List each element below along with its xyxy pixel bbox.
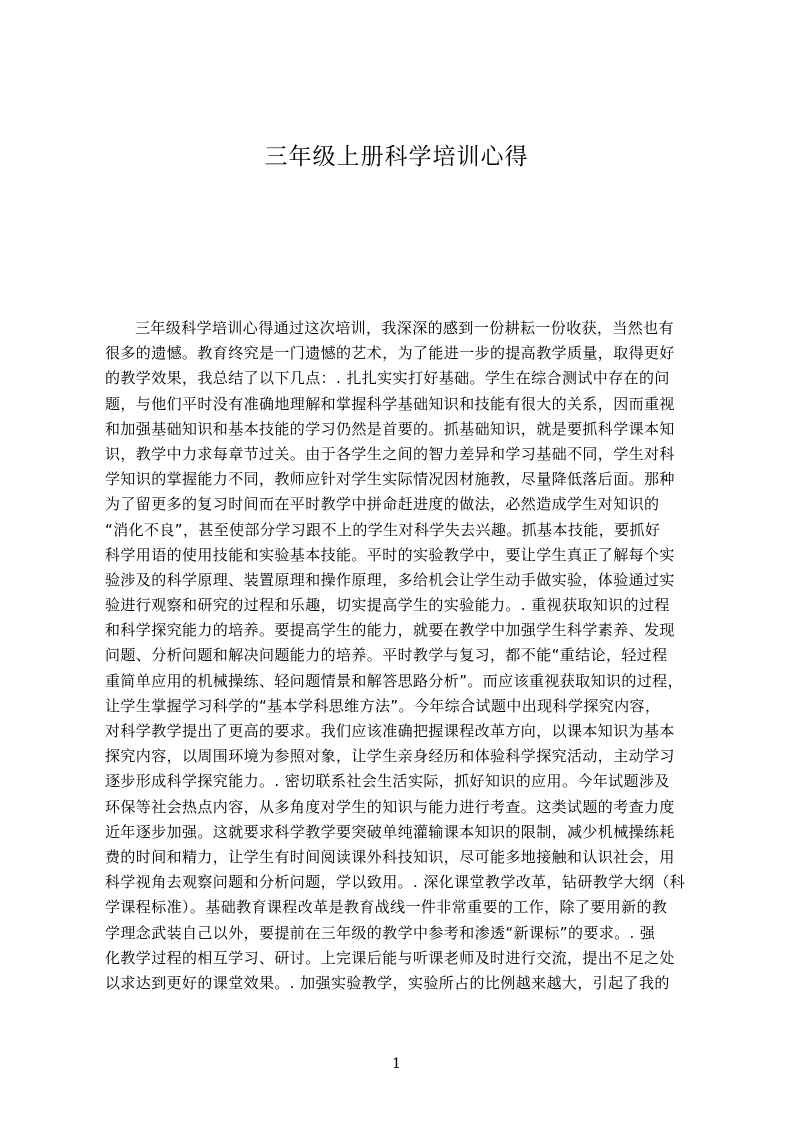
text-line: 对科学教学提出了更高的要求。我们应该准确把握课程改革方向，以课本知识为基本 <box>105 722 675 740</box>
text-line: 科学视角去观察问题和分析问题，学以致用。. 深化课堂教学改革，钻研教学大纲（科 <box>105 873 686 892</box>
text-line: 为了留更多的复习时间而在平时教学中拼命赶进度的做法，必然造成学生对知识的 <box>105 495 660 514</box>
text-line: 近年逐步加强。这就要求科学教学要突破单纯灌输课本知识的限制，减少机械操练耗 <box>105 822 675 841</box>
text-line: 题，与他们平时没有准确地理解和掌握科学基础知识和技能有很大的关系，因而重视 <box>105 394 675 413</box>
text-line: 费的时间和精力，让学生有时间阅读课外科技知识，尽可能多地接触和认识社会，用 <box>105 847 675 866</box>
text-line: 验涉及的科学原理、装置原理和操作原理，多给机会让学生动手做实验，体验通过实 <box>105 570 675 589</box>
text-line: 识，教学中力求每章节过关。由于各学生之间的智力差异和学习基础不同，学生对科 <box>105 444 675 463</box>
text-line: 三年级科学培训心得通过这次培训，我深深的感到一份耕耘一份收获，当然也有 <box>135 319 675 337</box>
text-line: 环保等社会热点内容，从多角度对学生的知识与能力进行考查。这类试题的考查力度 <box>105 797 675 816</box>
text-line: “消化不良”，甚至使部分学习跟不上的学生对科学失去兴趣。抓基本技能，要抓好 <box>105 520 661 539</box>
text-line: 很多的遗憾。教育终究是一门遗憾的艺术，为了能进一步的提高教学质量，取得更好 <box>105 344 675 363</box>
text-line: 的教学效果，我总结了以下几点：. 扎扎实实打好基础。学生在综合测试中存在的问 <box>105 369 670 388</box>
text-line: 问题、分析问题和解决问题能力的培养。平时教学与复习，都不能“重结论，轻过程 <box>105 646 668 665</box>
text-line: 验进行观察和研究的过程和乐趣，切实提高学生的实验能力。. 重视获取知识的过程 <box>105 596 670 615</box>
text-line: 学理念武装自己以外，要提前在三年级的教学中参考和渗透“新课标”的要求。. 强 <box>105 923 656 942</box>
text-line: 和科学探究能力的培养。要提高学生的能力，就要在教学中加强学生科学素养、发现 <box>105 621 675 640</box>
text-line: 学知识的掌握能力不同，教师应针对学生实际情况因材施教，尽量降低落后面。那种 <box>105 470 675 489</box>
text-line: 以求达到更好的课堂效果。. 加强实验教学，实验所占的比例越来越大，引起了我的 <box>105 973 670 992</box>
text-line: 科学用语的使用技能和实验基本技能。平时的实验教学中，要让学生真正了解每个实 <box>105 545 675 564</box>
body-text <box>105 316 700 996</box>
text-line: 逐步形成科学探究能力。. 密切联系社会生活实际，抓好知识的应用。今年试题涉及 <box>105 772 670 791</box>
text-line: 探究内容，以周围环境为参照对象，让学生亲身经历和体验科学探究活动，主动学习 <box>105 747 675 766</box>
text-line: 让学生掌握学习科学的“基本学科思维方法”。今年综合试题中出现科学探究内容， <box>105 696 661 715</box>
page-number: 1 <box>392 1056 401 1072</box>
text-line: 化教学过程的相互学习、研讨。上完课后能与听课老师及时进行交流，提出不足之处 <box>105 948 675 967</box>
text-line: 学课程标准）。基础教育课程改革是教育战线一件非常重要的工作，除了要用新的教 <box>105 898 668 917</box>
text-line: 和加强基础知识和基本技能的学习仍然是首要的。抓基础知识，就是要抓科学课本知 <box>105 419 675 438</box>
text-line: 重简单应用的机械操练、轻问题情景和解答思路分析”。而应该重视获取知识的过程， <box>105 671 683 690</box>
page-title: 三年级上册科学培训心得 <box>264 144 529 170</box>
